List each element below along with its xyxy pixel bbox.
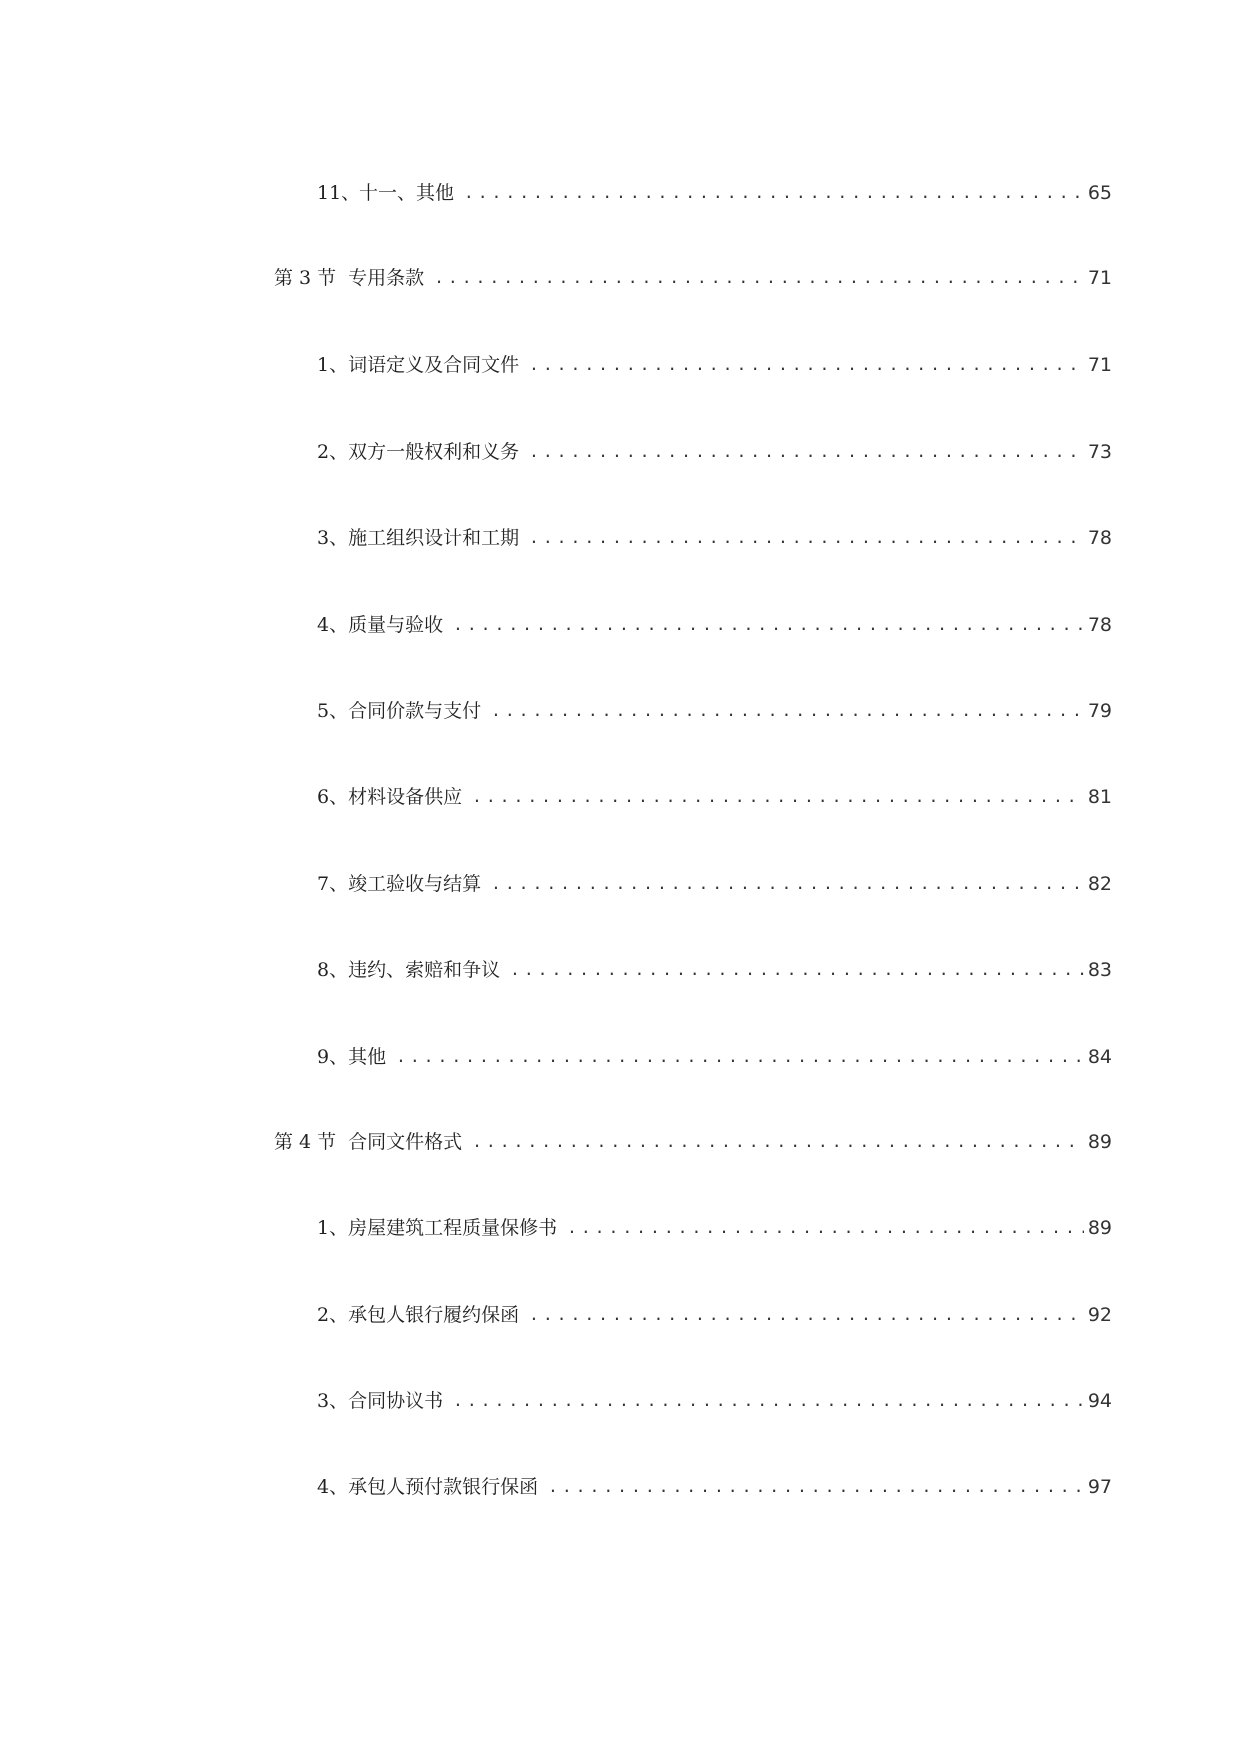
toc-entry-number: 3、 [317, 1390, 349, 1412]
toc-entry[interactable] [317, 1386, 1112, 1416]
toc-entry[interactable] [317, 1042, 1112, 1072]
toc-entry-title: 质量与验收 [348, 614, 444, 636]
toc-entry-number: 3、 [317, 527, 349, 549]
toc-entry-title: 其他 [348, 1046, 387, 1068]
dot-leader [434, 263, 1084, 293]
toc-entry-number: 1、 [317, 1217, 349, 1239]
toc-section-number: 第 3 节 [274, 267, 337, 289]
toc-entry[interactable] [317, 523, 1112, 553]
toc-entry-number: 11、 [317, 182, 361, 204]
toc-section[interactable] [274, 263, 1112, 293]
toc-entry[interactable] [317, 1300, 1112, 1330]
toc-entry-page: 71 [1087, 354, 1112, 376]
toc-entry-title: 材料设备供应 [348, 786, 463, 808]
toc-entry[interactable] [317, 1213, 1112, 1243]
dot-leader [453, 1386, 1084, 1416]
toc-entry-page: 78 [1087, 527, 1112, 549]
dot-leader [567, 1213, 1084, 1243]
toc-entry[interactable] [317, 955, 1112, 985]
toc-entry-page: 97 [1087, 1476, 1112, 1498]
toc-entry[interactable] [317, 782, 1112, 812]
toc-section-page: 89 [1087, 1131, 1112, 1153]
dot-leader [472, 782, 1084, 812]
dot-leader [453, 610, 1084, 640]
toc-entry-title: 承包人预付款银行保函 [348, 1476, 539, 1498]
dot-leader [529, 437, 1084, 467]
toc-section-page: 71 [1087, 267, 1112, 289]
toc-entry-title: 合同价款与支付 [348, 700, 482, 722]
toc-entry-number: 2、 [317, 441, 349, 463]
toc-entry[interactable] [317, 869, 1112, 899]
toc-entry-title: 承包人银行履约保函 [348, 1304, 520, 1326]
toc-section-number: 第 4 节 [274, 1131, 337, 1153]
toc-entry[interactable] [317, 437, 1112, 467]
toc-entry-title: 房屋建筑工程质量保修书 [348, 1217, 558, 1239]
toc-entry-number: 2、 [317, 1304, 349, 1326]
toc-entry-title: 十一、其他 [359, 182, 455, 204]
toc-entry-page: 79 [1087, 700, 1112, 722]
toc-entry[interactable] [317, 350, 1112, 380]
dot-leader [491, 869, 1084, 899]
toc-entry[interactable] [317, 178, 1112, 208]
toc-entry-number: 4、 [317, 1476, 349, 1498]
dot-leader [548, 1472, 1084, 1502]
toc-entry-page: 94 [1087, 1390, 1112, 1412]
toc-entry[interactable] [317, 610, 1112, 640]
toc-entry-page: 78 [1087, 614, 1112, 636]
toc-entry-number: 1、 [317, 354, 349, 376]
toc-entry-title: 施工组织设计和工期 [348, 527, 520, 549]
toc-section[interactable] [274, 1127, 1112, 1157]
toc-entry-title: 词语定义及合同文件 [348, 354, 520, 376]
toc-entry[interactable] [317, 1472, 1112, 1502]
toc-entry-page: 82 [1087, 873, 1112, 895]
toc-entry-page: 73 [1087, 441, 1112, 463]
toc-entry-number: 9、 [317, 1046, 349, 1068]
dot-leader [464, 178, 1084, 208]
dot-leader [529, 350, 1084, 380]
toc-entry-page: 81 [1087, 786, 1112, 808]
dot-leader [510, 955, 1084, 985]
dot-leader [529, 523, 1084, 553]
toc-entry-page: 65 [1087, 182, 1112, 204]
toc-entry[interactable] [317, 696, 1112, 726]
toc-entry-number: 4、 [317, 614, 349, 636]
toc-entry-page: 84 [1087, 1046, 1112, 1068]
toc-entry-title: 双方一般权利和义务 [348, 441, 520, 463]
toc-entry-number: 8、 [317, 959, 349, 981]
dot-leader [396, 1042, 1084, 1072]
toc-entry-page: 92 [1087, 1304, 1112, 1326]
toc-entry-number: 6、 [317, 786, 349, 808]
dot-leader [491, 696, 1084, 726]
toc-section-title: 专用条款 [348, 267, 425, 289]
toc-entry-title: 合同协议书 [348, 1390, 444, 1412]
toc-section-title: 合同文件格式 [348, 1131, 463, 1153]
toc-entry-title: 竣工验收与结算 [348, 873, 482, 895]
toc-entry-page: 83 [1087, 959, 1112, 981]
dot-leader [472, 1127, 1084, 1157]
dot-leader [529, 1300, 1084, 1330]
toc-entry-page: 89 [1087, 1217, 1112, 1239]
toc-entry-title: 违约、索赔和争议 [348, 959, 501, 981]
toc-entry-number: 5、 [317, 700, 349, 722]
toc-entry-number: 7、 [317, 873, 349, 895]
